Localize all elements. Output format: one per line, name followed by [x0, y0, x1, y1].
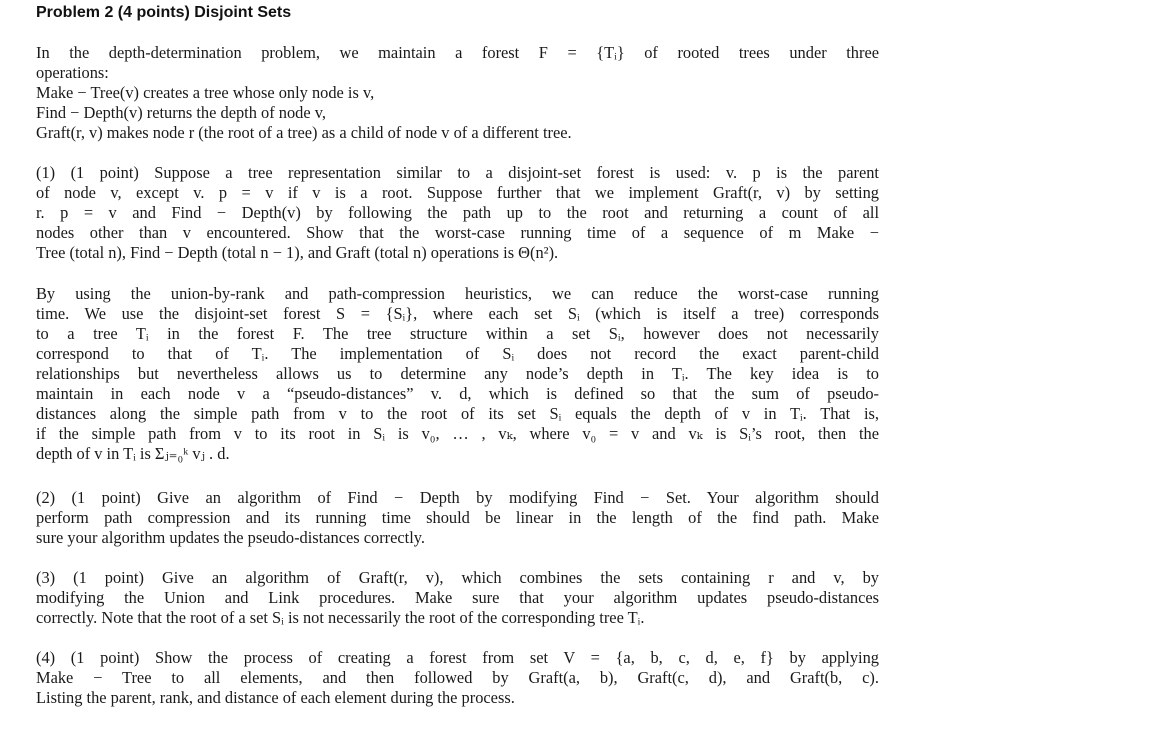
part3-line: (3) (1 point) Give an algorithm of Graft(r, v), which combines the sets containing r and v, by [36, 568, 879, 587]
intro-line: operations: [36, 63, 109, 82]
part2-line: perform path compression and its running time should be linear in the length of the find path. Make [36, 508, 879, 527]
body-line: to a tree Tᵢ in the forest F. The tree structure within a set Sᵢ, however does not necessarily [36, 324, 879, 343]
intro-line: In the depth-determination problem, we maintain a forest F = {Tᵢ} of rooted trees under three [36, 43, 879, 62]
intro-line: Find − Depth(v) returns the depth of node v, [36, 103, 326, 122]
part1-line: r. p = v and Find − Depth(v) by following the path up to the root and returning a count of all [36, 203, 879, 222]
part1-line: of node v, except v. p = v if v is a root. Suppose further that we implement Graft(r, v) by setting [36, 183, 879, 202]
part1-line: (1) (1 point) Suppose a tree representation similar to a disjoint-set forest is used: v. p is the parent [36, 163, 879, 182]
body-line: maintain in each node v a “pseudo-distances” v. d, which is defined so that the sum of pseudo- [36, 384, 879, 403]
body-line: By using the union-by-rank and path-compression heuristics, we can reduce the worst-case running [36, 284, 879, 303]
body-line: correspond to that of Tᵢ. The implementation of Sᵢ does not record the exact parent-child [36, 344, 879, 363]
intro-line: Graft(r, v) makes node r (the root of a tree) as a child of node v of a different tree. [36, 123, 572, 142]
background-gutter [926, 0, 1152, 746]
intro-line: Make − Tree(v) creates a tree whose only node is v, [36, 83, 375, 102]
body-line: if the simple path from v to its root in Sᵢ is v₀, … , vₖ, where v₀ = v and vₖ is Sᵢ’s root, then the [36, 424, 879, 443]
part4-line: Make − Tree to all elements, and then followed by Graft(a, b), Graft(c, d), and Graft(b, c). [36, 668, 879, 687]
problem-title: Problem 2 (4 points) Disjoint Sets [36, 4, 292, 21]
part4-line: Listing the parent, rank, and distance of each element during the process. [36, 688, 515, 707]
part4-line: (4) (1 point) Show the process of creating a forest from set V = {a, b, c, d, e, f} by applying [36, 648, 879, 667]
part3-line: modifying the Union and Link procedures. Make sure that your algorithm updates pseudo-distances [36, 588, 879, 607]
body-line: relationships but nevertheless allows us to determine any node’s depth in Tᵢ. The key idea is to [36, 364, 879, 383]
body-line: distances along the simple path from v to the root of its set Sᵢ equals the depth of v in Tᵢ. That is, [36, 404, 879, 423]
part2-line: (2) (1 point) Give an algorithm of Find − Depth by modifying Find − Set. Your algorithm should [36, 488, 879, 507]
part1-line: Tree (total n), Find − Depth (total n − 1), and Graft (total n) operations is Θ(n²). [36, 243, 559, 262]
body-line: time. We use the disjoint-set forest S = {Sᵢ}, where each set Sᵢ (which is itself a tree) corresponds [36, 304, 879, 323]
part2-line: sure your algorithm updates the pseudo-distances correctly. [36, 528, 426, 547]
part3-line: correctly. Note that the root of a set Sᵢ is not necessarily the root of the corresponding tree Tᵢ. [36, 608, 645, 627]
part1-line: nodes other than v encountered. Show that the worst-case running time of a sequence of m Make − [36, 223, 879, 242]
body-line: depth of v in Tᵢ is Σⱼ₌₀ᵏ vⱼ . d. [36, 444, 230, 463]
